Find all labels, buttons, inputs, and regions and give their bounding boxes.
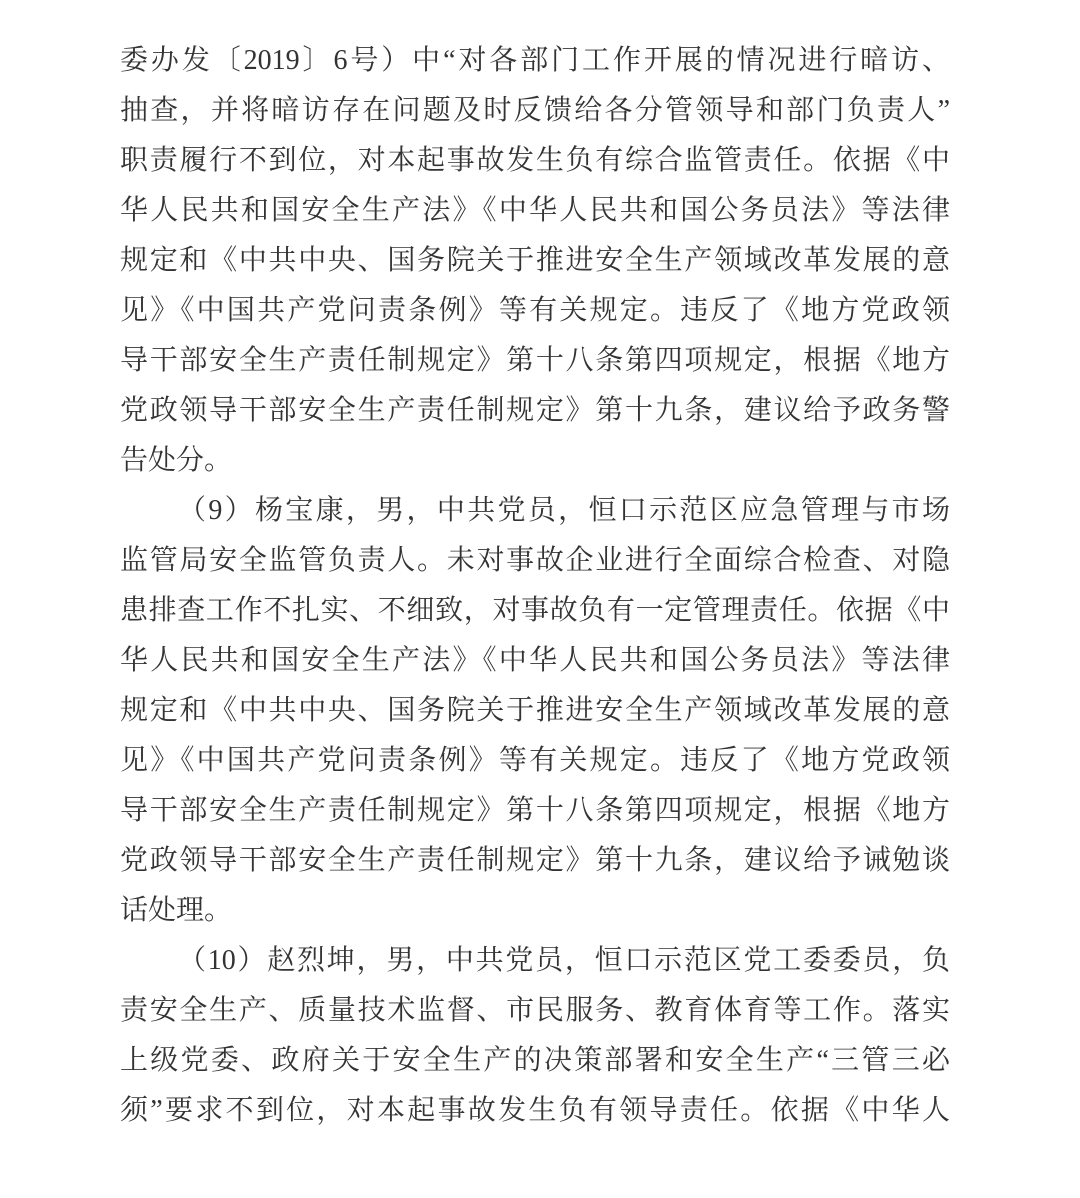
text-line: （9）杨宝康，男，中共党员，恒口示范区应急管理与市场 <box>178 495 950 526</box>
text-line: 导干部安全生产责任制规定》第十八条第四项规定，根据《地方 <box>120 345 950 376</box>
text-line: 党政领导干部安全生产责任制规定》第十九条，建议给予诫勉谈 <box>120 845 950 876</box>
text-line: 规定和《中共中央、国务院关于推进安全生产领域改革发展的意 <box>120 695 950 726</box>
text-line: （10）赵烈坤，男，中共党员，恒口示范区党工委委员，负 <box>178 945 950 976</box>
text-line: 上级党委、政府关于安全生产的决策部署和安全生产“三管三必 <box>120 1045 950 1076</box>
text-line: 党政领导干部安全生产责任制规定》第十九条，建议给予政务警 <box>120 395 950 426</box>
text-line: 话处理。 <box>120 895 233 926</box>
text-line: 患排查工作不扎实、不细致，对事故负有一定管理责任。依据《中 <box>120 595 950 626</box>
text-line: 须”要求不到位，对本起事故发生负有领导责任。依据《中华人 <box>120 1095 950 1126</box>
paragraph-continuation <box>120 36 950 486</box>
text-line: 告处分。 <box>120 445 233 476</box>
text-line: 职责履行不到位，对本起事故发生负有综合监管责任。依据《中 <box>120 145 950 176</box>
paragraph-item-10 <box>120 936 950 1136</box>
text-line: 规定和《中共中央、国务院关于推进安全生产领域改革发展的意 <box>120 245 950 276</box>
text-line: 见》《中国共产党问责条例》等有关规定。违反了《地方党政领 <box>120 745 950 776</box>
text-line: 导干部安全生产责任制规定》第十八条第四项规定，根据《地方 <box>120 795 950 826</box>
text-line: 华人民共和国安全生产法》《中华人民共和国公务员法》等法律 <box>120 195 950 226</box>
text-line: 责安全生产、质量技术监督、市民服务、教育体育等工作。落实 <box>120 995 950 1026</box>
text-line: 监管局安全监管负责人。未对事故企业进行全面综合检查、对隐 <box>120 545 950 576</box>
text-line: 抽查，并将暗访存在问题及时反馈给各分管领导和部门负责人” <box>120 95 950 126</box>
paragraph-item-9 <box>120 486 950 936</box>
document-text-block <box>120 36 950 1136</box>
text-line: 华人民共和国安全生产法》《中华人民共和国公务员法》等法律 <box>120 645 950 676</box>
text-line: 委办发〔2019〕6号）中“对各部门工作开展的情况进行暗访、 <box>120 45 950 76</box>
text-line: 见》《中国共产党问责条例》等有关规定。违反了《地方党政领 <box>120 295 950 326</box>
